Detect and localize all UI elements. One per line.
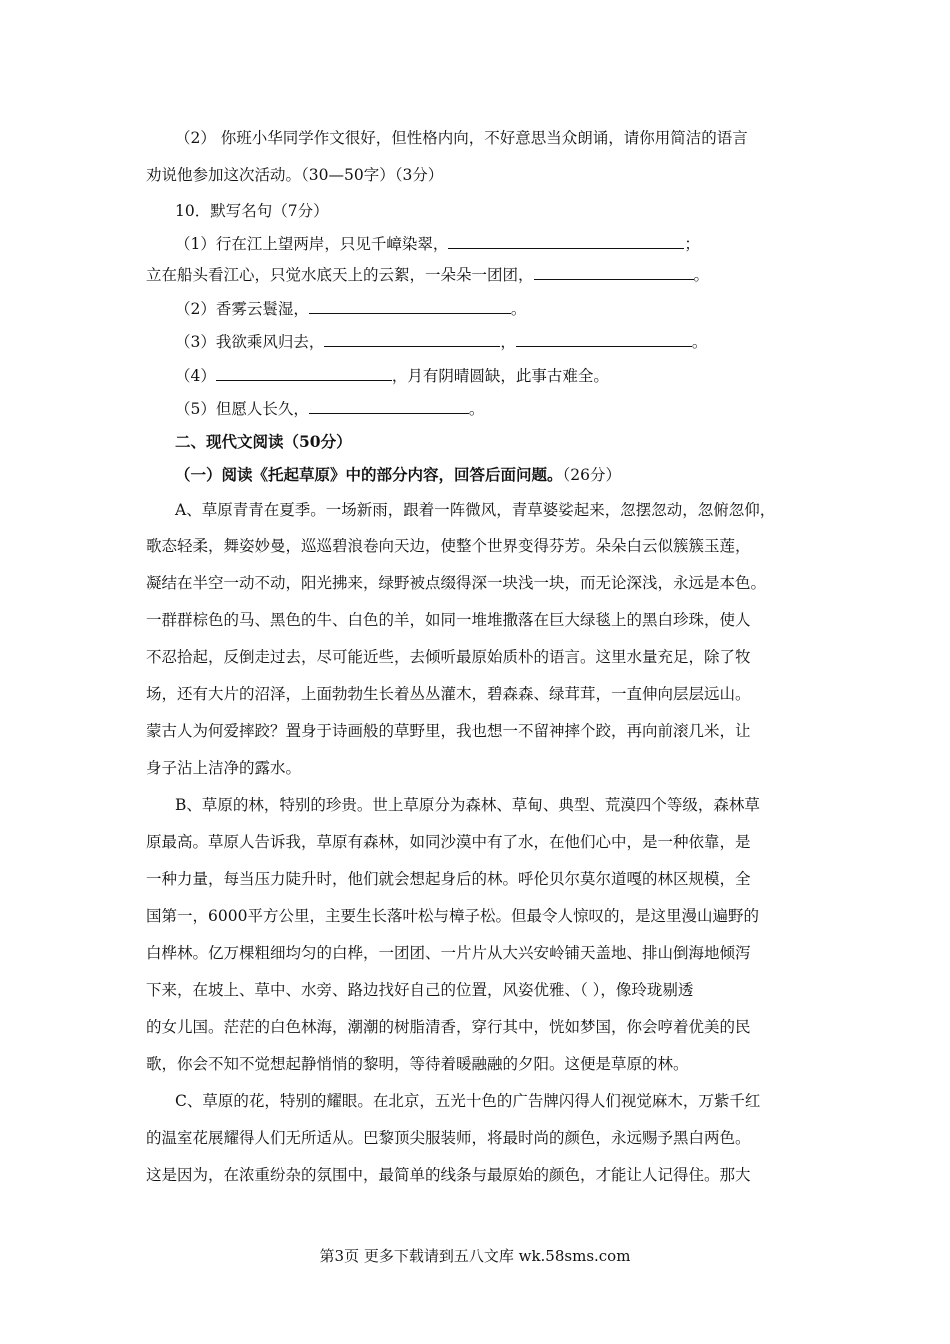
q10-item4 [175,366,609,386]
passage-line: 的女儿国。茫茫的白色林海，潮潮的树脂清香，穿行其中，恍如梦国，你会哼着优美的民 [146,1018,751,1036]
answer-blank[interactable] [534,265,694,280]
punct: ； [684,235,700,253]
q10-item1-text: （1）行在江上望两岸，只见千嶂染翠， [175,235,449,253]
q10-item4-text: （4） [175,367,216,385]
answer-blank[interactable] [448,234,684,249]
passage-line: C、草原的花，特别的耀眼。在北京，五光十色的广告牌闪得人们视觉麻木，万紫千红 [175,1092,761,1110]
q10-item3 [175,332,707,352]
q10-item1b-text: 立在船头看江心，只觉水底天上的云絮，一朵朵一团团， [146,266,534,284]
passage-line: B、草原的林，特别的珍贵。世上草原分为森林、草甸、典型、荒漠四个等级，森林草 [175,796,760,814]
q10-item2-text: （2）香雾云鬟湿， [175,300,309,318]
q9-item2-line1: （2） 你班小华同学作文很好，但性格内向，不好意思当众朗诵，请你用简洁的语言 [175,129,748,147]
passage-line: A、草原青青在夏季。一场新雨，跟着一阵微风，青草婆娑起来，忽摆忽动，忽俯忽仰， [175,501,776,519]
passage-line: 场，还有大片的沼泽，上面勃勃生长着丛丛灌木，碧森森、绿茸茸，一直伸向层层远山。 [146,685,751,703]
passage-line: 一群群棕色的马、黑色的牛、白色的羊，如同一堆堆撒落在巨大绿毯上的黑白珍珠，使人 [146,611,751,629]
q10-item1-line1 [175,234,700,254]
passage-line: 下来，在坡上、草中、水旁、路边找好自己的位置，风姿优雅、（ ），像玲珑剔透 [146,981,694,999]
answer-blank[interactable] [309,399,469,414]
q10-item2 [175,299,526,319]
passage-line: 身子沾上洁净的露水。 [146,759,302,777]
q10-item3-text: （3）我欲乘风归去， [175,333,325,351]
subheading-score: （26分） [562,466,621,484]
passage-line: 不忍拾起，反倒走过去，尽可能近些，去倾听最原始质朴的语言。这里水量充足，除了牧 [146,648,751,666]
section2-subheading [175,465,621,485]
answer-blank[interactable] [324,332,500,347]
passage-line: 蒙古人为何爱摔跤？置身于诗画般的草野里，我也想一不留神摔个跤，再向前滚几米，让 [146,722,751,740]
passage-line: 原最高。草原人告诉我，草原有森林，如同沙漠中有了水，在他们心中，是一种依靠，是 [146,833,751,851]
passage-line: 一种力量，每当压力陡升时，他们就会想起身后的林。呼伦贝尔莫尔道嘎的林区规模，全 [146,870,751,888]
passage-line: 凝结在半空一动不动，阳光拂来，绿野被点缀得深一块浅一块，而无论深浅，永远是本色。 [146,574,767,592]
q10-item5 [175,399,484,419]
punct: 。 [691,333,708,351]
q10-item1-line2 [146,265,709,285]
punct: ， [500,333,516,351]
punct: 。 [510,300,527,318]
answer-blank[interactable] [216,366,392,381]
passage-line: 这是因为，在浓重纷杂的氛围中，最简单的线条与最原始的颜色，才能让人记得住。那大 [146,1166,751,1184]
page-footer: 第3页 更多下载请到五八文库 wk.58sms.com [319,1247,631,1265]
answer-blank[interactable] [516,332,692,347]
q9-item2-line2: 劝说他参加这次活动。（30—50字）（3分） [146,166,444,184]
q10-item5-text: （5）但愿人长久， [175,400,309,418]
q10-item4-end: ，月有阴晴圆缺，此事古难全。 [391,367,609,385]
subheading-text: （一）阅读《托起草原》中的部分内容，回答后面问题。 [175,465,563,484]
answer-blank[interactable] [309,299,511,314]
passage-line: 国第一，6000平方公里，主要生长落叶松与樟子松。但最令人惊叹的，是这里漫山遍野的 [146,907,759,925]
passage-line: 歌态轻柔，舞姿妙曼，巡巡碧浪卷向天边，使整个世界变得芬芳。朵朵白云似簇簇玉莲， [146,537,751,555]
passage-line: 的温室花展耀得人们无所适从。巴黎顶尖服装师，将最时尚的颜色，永远赐予黑白两色。 [146,1129,751,1147]
punct: 。 [468,400,485,418]
passage-line: 白桦林。亿万棵粗细均匀的白桦，一团团、一片片从大兴安岭铺天盖地、排山倒海地倾泻 [146,944,751,962]
punct: 。 [693,266,710,284]
passage-line: 歌，你会不知不觉想起静悄悄的黎明，等待着暖融融的夕阳。这便是草原的林。 [146,1055,689,1073]
section2-heading: 二、现代文阅读（50分） [175,432,352,451]
q10-title: 10．默写名句（7分） [175,202,329,220]
